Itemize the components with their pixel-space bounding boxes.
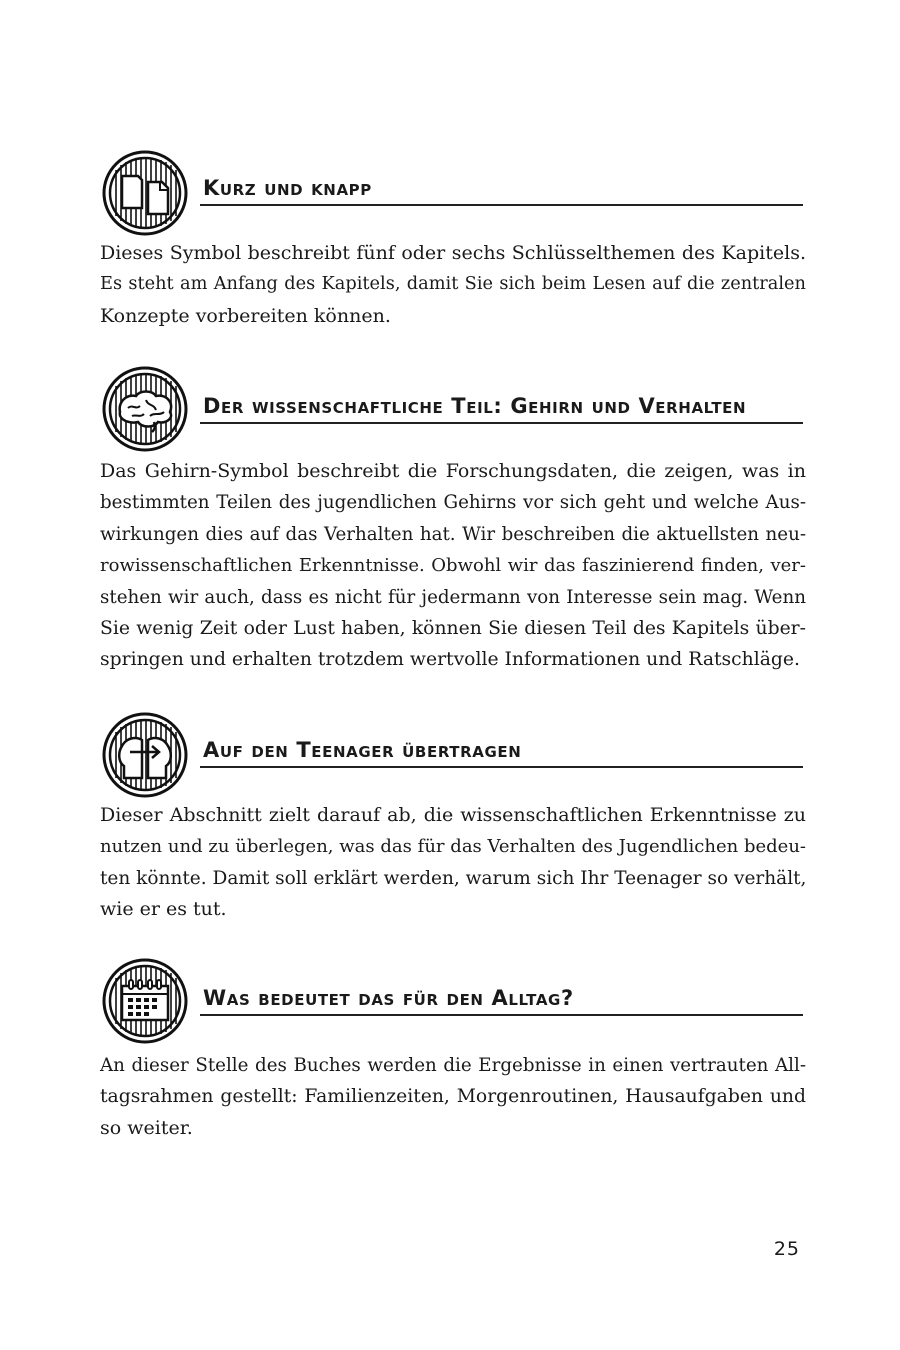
text-line: Es steht am Anfang des Kapitels, damit Sie sich beim Lesen auf die zentralen [100,274,806,295]
text-line: wirkungen dies auf das Verhalten hat. Wir beschreiben die aktuellsten neu- [100,523,806,545]
text-line: nutzen und zu überlegen, was das für das Verhalten des Jugendlichen bedeu- [100,836,806,858]
text-line: Dieser Abschnitt zielt darauf ab, die wissenschaftlichen Erkenntnisse zu [100,804,806,826]
text-line: rowissenschaftlichen Erkenntnisse. Obwohl wir das faszinierend finden, ver- [100,555,806,577]
text-line: springen und erhalten trotzdem wertvolle Informationen und Ratschläge. [100,649,800,671]
brain-icon [102,366,188,452]
text-line: stehen wir auch, dass es nicht für jedermann von Interesse sein mag. Wenn [100,586,806,608]
section-body [100,238,806,332]
text-line: so weiter. [100,1116,193,1139]
documents-icon [102,150,188,236]
text-line: ten könnte. Damit soll erklärt werden, warum sich Ihr Teenager so verhält, [100,867,807,889]
text-line: wie er es tut. [100,898,227,921]
text-line: Sie wenig Zeit oder Lust haben, können Sie diesen Teil des Kapitels über- [100,617,806,639]
section-heading: Auf den Teenager übertragen [200,738,803,768]
text-line: Dieses Symbol beschreibt fünf oder sechs Schlüsselthemen des Kapitels. [100,242,806,264]
text-line: bestimmten Teilen des jugendlichen Gehirns vor sich geht und welche Aus- [100,492,806,514]
section-body [100,1050,806,1144]
text-line: An dieser Stelle des Buches werden die Ergebnisse in einen vertrauten All- [100,1055,806,1076]
page-number: 25 [773,1238,800,1260]
calendar-icon [102,958,188,1044]
head-transfer-icon [102,712,188,798]
text-line: Das Gehirn-Symbol beschreibt die Forschungsdaten, die zeigen, was in [100,460,806,482]
section-heading: Der wissenschaftliche Teil: Gehirn und Verhalten [200,394,803,424]
text-line: tagsrahmen gestellt: Familienzeiten, Morgenroutinen, Hausaufgaben und [100,1086,806,1108]
section-heading: Kurz und knapp [200,176,803,206]
section-body [100,800,806,926]
text-line: Konzepte vorbereiten können. [100,304,391,327]
section-heading: Was bedeutet das für den Alltag? [200,986,803,1016]
section-body [100,456,806,676]
